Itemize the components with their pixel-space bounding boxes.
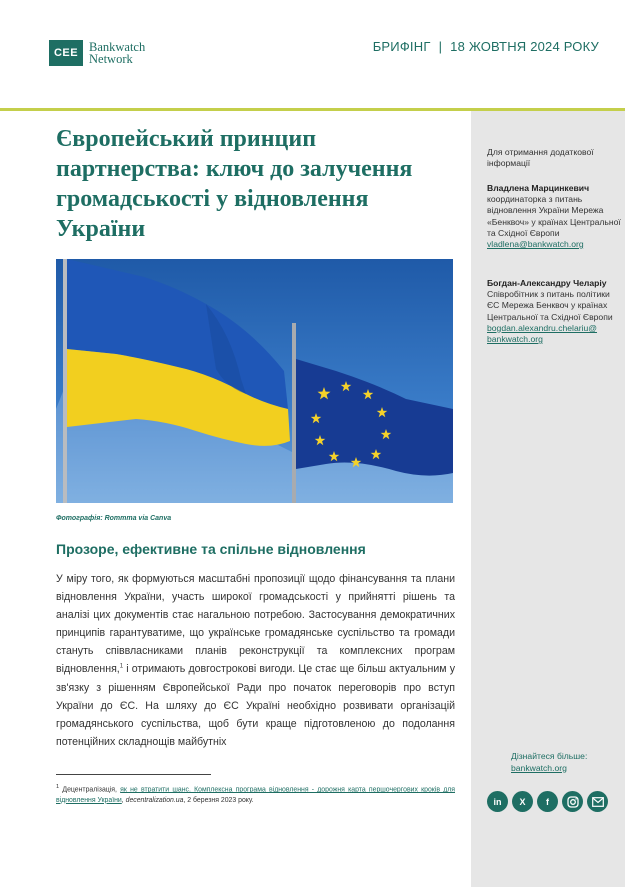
footnote-reference[interactable]: 1 [119, 663, 124, 670]
contact-email-link[interactable]: vladlena@bankwatch.org [487, 239, 584, 250]
doc-type: БРИФІНГ [372, 39, 431, 54]
facebook-icon[interactable]: f [537, 791, 558, 812]
contact-sidebar [471, 111, 625, 887]
email-icon[interactable] [587, 791, 608, 812]
learn-more-label: Дізнайтеся більше: [511, 751, 588, 761]
logo-wordmark [89, 41, 145, 65]
website-link[interactable]: bankwatch.org [511, 762, 567, 773]
logo-line-1: Bankwatch [89, 40, 146, 54]
linkedin-icon[interactable]: in [487, 791, 508, 812]
contact-name: Богдан-Александру Челаріу [487, 278, 607, 288]
page-header [0, 0, 625, 110]
footnote-prefix: Децентралізація, [59, 786, 117, 794]
contact-card [487, 183, 621, 250]
social-icons [487, 791, 608, 812]
contact-role: координаторка з питань відновлення України Мережа «Бенквоч» у країнах Центральної та Східної Європи [487, 194, 621, 238]
body-text-part-2: і отримають довгострокові вигоди. Це стає ще більш актуальним у зв'язку з рішенням Європейської Ради про початок переговорів про вступ України до ЄС. На шляху до ЄС Україні необхідно розвивати організацій громадянського суспільства, щоб бути краще підготовленою до подолання потенційних складнощів майбутніх [56, 663, 455, 748]
logo-mark: CEE [49, 40, 83, 66]
header-separator: | [438, 39, 443, 54]
footnote [56, 782, 455, 806]
doc-date: 18 ЖОВТНЯ 2024 РОКУ [450, 39, 599, 54]
contact-email-link[interactable]: bogdan.alexandru.chelariu@ bankwatch.org [487, 322, 598, 345]
contact-role: Співробітник з питань політики ЄС Мережа Бенквоч у країнах Центральної та Східної Європи [487, 289, 613, 322]
footnote-number: 1 [56, 784, 60, 790]
body-text-part-1: У міру того, як формуються масштабні пропозиції щодо фінансування та плани відновлення України, участь широкої громадськості у прийнятті рішень та аналізі цих документів стає нагальною потребою. Застосування демократичних принципів гарантуватиме, що українське громадянське суспільство та громади стануть співвласниками планів реконструкції та комплексних програм відновлення, [56, 573, 455, 676]
contact-card [487, 278, 621, 345]
x-icon[interactable]: X [512, 791, 533, 812]
footnote-link[interactable]: як не втратити шанс. Комплексна програма відновлення - дорожня карта першочергових кроків для відновлення України [56, 786, 455, 804]
body-paragraph [56, 570, 455, 748]
page-title: Європейський принцип партнерства: ключ до залучення громадськості у відновлення України [56, 126, 413, 242]
footnote-source: , decentralization.ua [121, 796, 184, 804]
sidebar-intro: Для отримання додаткової інформації [487, 147, 594, 169]
logo-line-2: Network [89, 52, 133, 66]
bankwatch-logo[interactable] [49, 40, 145, 66]
photo-caption: Фотографія: Rommma via Canva [56, 515, 172, 522]
learn-more [511, 751, 587, 774]
header-meta [373, 39, 599, 54]
contact-name: Владлена Марцинкевич [487, 183, 590, 193]
flags-photo [56, 259, 453, 503]
instagram-icon[interactable] [562, 791, 583, 812]
footnote-divider [56, 774, 211, 775]
footnote-date: , 2 березня 2023 року. [183, 796, 254, 804]
section-heading: Прозоре, ефективне та спільне відновлення [56, 541, 366, 557]
